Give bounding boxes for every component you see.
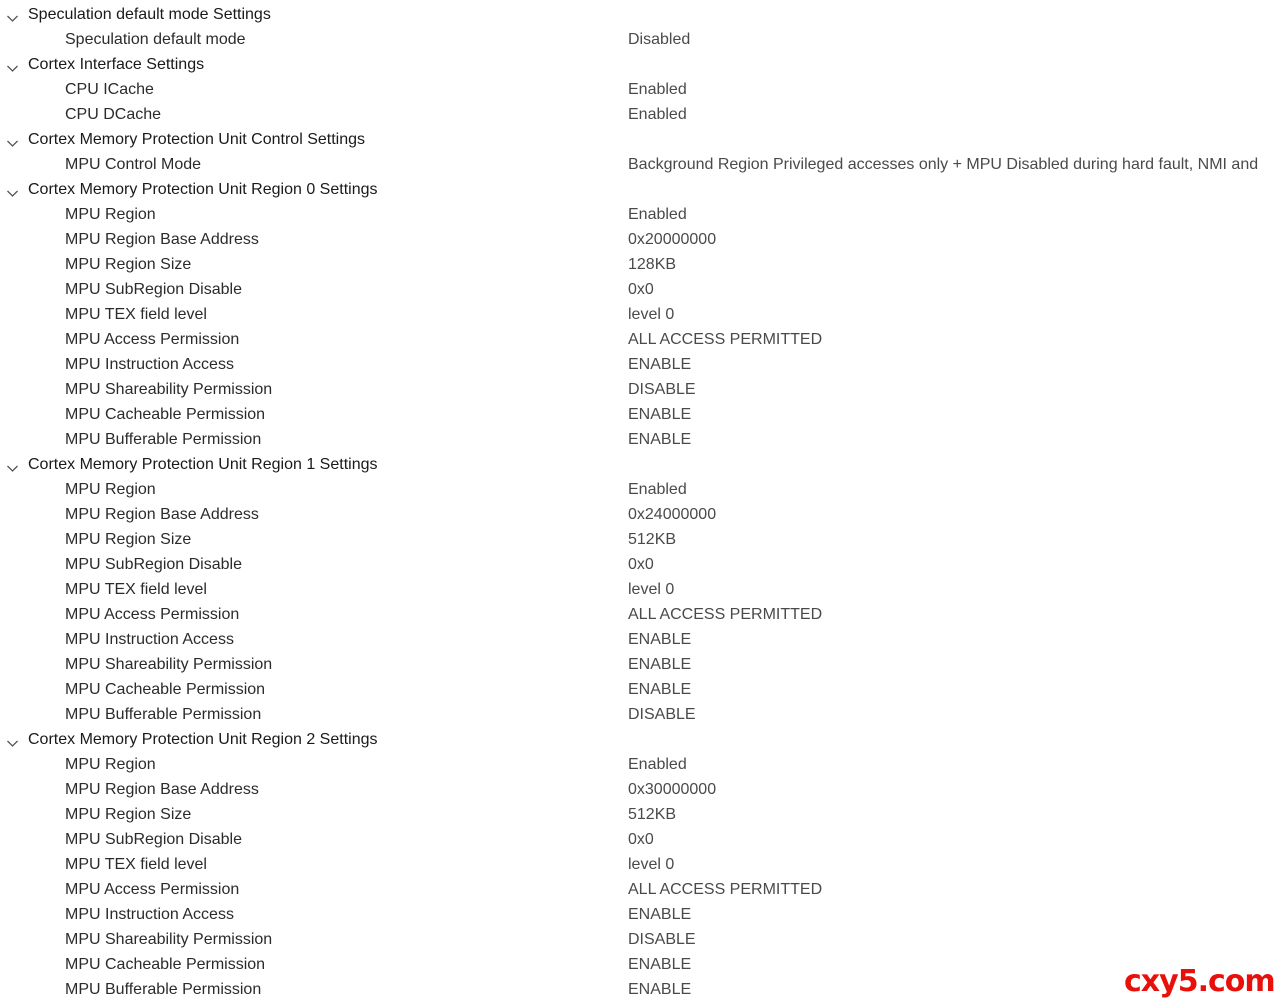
parameter-label: MPU TEX field level [65, 856, 207, 873]
parameter-value[interactable]: Enabled [628, 481, 687, 498]
parameter-value[interactable]: 128KB [628, 256, 677, 273]
parameter-row[interactable] [0, 377, 1244, 402]
parameter-value[interactable]: ENABLE [628, 906, 692, 923]
parameter-label: MPU Region Base Address [65, 231, 259, 248]
settings-group-title: Cortex Memory Protection Unit Region 1 Settings [28, 456, 378, 473]
parameter-row[interactable] [0, 677, 1244, 702]
settings-group-title: Speculation default mode Settings [28, 6, 271, 23]
parameter-value[interactable]: level 0 [628, 581, 675, 598]
parameter-label: MPU Instruction Access [65, 906, 234, 923]
parameter-label: MPU Access Permission [65, 606, 240, 623]
parameter-row[interactable] [0, 927, 1244, 952]
parameter-row[interactable] [0, 877, 1244, 902]
parameter-value[interactable]: ENABLE [628, 356, 692, 373]
parameter-label: MPU Cacheable Permission [65, 406, 266, 423]
parameter-value[interactable]: 512KB [628, 806, 677, 823]
chevron-down-icon[interactable] [6, 8, 19, 21]
chevron-down-icon[interactable] [6, 133, 19, 146]
parameter-row[interactable] [0, 427, 1244, 452]
parameter-value[interactable]: ALL ACCESS PERMITTED [628, 881, 823, 898]
parameter-label: MPU Region Size [65, 806, 192, 823]
parameter-label: MPU Region Base Address [65, 781, 259, 798]
parameter-label: MPU Region Size [65, 531, 192, 548]
parameter-label: CPU ICache [65, 81, 154, 98]
parameter-value[interactable]: Disabled [628, 31, 691, 48]
parameter-value[interactable]: 0x20000000 [628, 231, 717, 248]
parameter-row[interactable] [0, 977, 1244, 1002]
parameter-value[interactable]: ENABLE [628, 656, 692, 673]
parameter-label: MPU Shareability Permission [65, 656, 273, 673]
settings-group-title: Cortex Memory Protection Unit Control Settings [28, 131, 366, 148]
parameter-row[interactable] [0, 777, 1244, 802]
parameter-value[interactable]: Enabled [628, 81, 687, 98]
parameter-row[interactable] [0, 302, 1244, 327]
parameter-value[interactable]: DISABLE [628, 381, 696, 398]
parameter-row[interactable] [0, 77, 1244, 102]
chevron-down-icon[interactable] [6, 458, 19, 471]
parameter-row[interactable] [0, 752, 1244, 777]
parameter-label: MPU Cacheable Permission [65, 956, 266, 973]
parameter-row[interactable] [0, 227, 1244, 252]
parameter-value[interactable]: Enabled [628, 106, 687, 123]
settings-group-title: Cortex Memory Protection Unit Region 0 Settings [28, 181, 378, 198]
parameter-value[interactable]: ENABLE [628, 681, 692, 698]
parameter-value[interactable]: Enabled [628, 206, 687, 223]
parameter-value[interactable]: 0x24000000 [628, 506, 717, 523]
parameter-label: MPU Instruction Access [65, 356, 234, 373]
chevron-down-icon[interactable] [6, 58, 19, 71]
parameter-row[interactable] [0, 402, 1244, 427]
parameter-value[interactable]: DISABLE [628, 706, 696, 723]
parameter-row[interactable] [0, 627, 1244, 652]
settings-group-header[interactable] [0, 727, 1244, 752]
parameter-row[interactable] [0, 802, 1244, 827]
parameter-label: MPU Access Permission [65, 881, 240, 898]
parameter-label: MPU Access Permission [65, 331, 240, 348]
settings-group-header[interactable] [0, 452, 1244, 477]
settings-group-title: Cortex Interface Settings [28, 56, 205, 73]
parameter-value[interactable]: level 0 [628, 856, 675, 873]
parameter-label: Speculation default mode [65, 31, 246, 48]
parameter-value[interactable]: ALL ACCESS PERMITTED [628, 331, 823, 348]
parameter-label: MPU SubRegion Disable [65, 831, 242, 848]
parameter-label: MPU Shareability Permission [65, 931, 273, 948]
parameter-row[interactable] [0, 827, 1244, 852]
settings-group-header[interactable] [0, 127, 1244, 152]
parameter-value[interactable]: ENABLE [628, 406, 692, 423]
parameter-row[interactable] [0, 27, 1244, 52]
parameter-row[interactable] [0, 852, 1244, 877]
parameter-value[interactable]: DISABLE [628, 931, 696, 948]
parameter-value[interactable]: 512KB [628, 531, 677, 548]
settings-tree [0, 2, 1259, 1002]
settings-group-header[interactable] [0, 52, 1244, 77]
settings-group-header[interactable] [0, 2, 1244, 27]
settings-group-title: Cortex Memory Protection Unit Region 2 Settings [28, 731, 378, 748]
parameter-label: CPU DCache [65, 106, 162, 123]
parameter-value[interactable]: level 0 [628, 306, 675, 323]
parameter-label: MPU Region Size [65, 256, 192, 273]
parameter-label: MPU Instruction Access [65, 631, 234, 648]
parameter-row[interactable] [0, 477, 1244, 502]
parameter-label: MPU Region [65, 206, 156, 223]
parameter-label: MPU Bufferable Permission [65, 431, 262, 448]
parameter-row[interactable] [0, 352, 1244, 377]
parameter-value[interactable]: ENABLE [628, 956, 692, 973]
parameter-row[interactable] [0, 952, 1244, 977]
parameter-label: MPU TEX field level [65, 306, 207, 323]
parameter-row[interactable] [0, 902, 1244, 927]
parameter-label: MPU Cacheable Permission [65, 681, 266, 698]
parameter-row[interactable] [0, 277, 1244, 302]
parameter-value[interactable]: ALL ACCESS PERMITTED [628, 606, 823, 623]
parameter-row[interactable] [0, 252, 1244, 277]
watermark-logo: cxy5.com [1124, 964, 1275, 999]
parameter-label: MPU TEX field level [65, 581, 207, 598]
parameter-value[interactable]: 0x0 [628, 831, 654, 848]
parameter-label: MPU Control Mode [65, 156, 202, 173]
parameter-row[interactable] [0, 527, 1244, 552]
parameter-value[interactable]: Enabled [628, 756, 687, 773]
parameter-label: MPU SubRegion Disable [65, 556, 242, 573]
parameter-value[interactable]: ENABLE [628, 981, 692, 998]
parameter-label: MPU Bufferable Permission [65, 981, 262, 998]
parameter-value[interactable]: 0x30000000 [628, 781, 717, 798]
parameter-row[interactable] [0, 502, 1244, 527]
parameter-label: MPU Region [65, 756, 156, 773]
parameter-label: MPU Bufferable Permission [65, 706, 262, 723]
parameter-value[interactable]: ENABLE [628, 631, 692, 648]
chevron-down-icon[interactable] [6, 183, 19, 196]
parameter-value[interactable]: 0x0 [628, 281, 654, 298]
parameter-row[interactable] [0, 202, 1244, 227]
parameter-row[interactable] [0, 577, 1244, 602]
parameter-row[interactable] [0, 702, 1244, 727]
parameter-row[interactable] [0, 552, 1244, 577]
parameter-label: MPU SubRegion Disable [65, 281, 242, 298]
parameter-label: MPU Region Base Address [65, 506, 259, 523]
parameter-row[interactable] [0, 327, 1244, 352]
parameter-label: MPU Region [65, 481, 156, 498]
chevron-down-icon[interactable] [6, 733, 19, 746]
parameter-row[interactable] [0, 652, 1244, 677]
parameter-label: MPU Shareability Permission [65, 381, 273, 398]
parameter-row[interactable] [0, 152, 1259, 177]
settings-group-header[interactable] [0, 177, 1244, 202]
parameter-value[interactable]: Background Region Privileged accesses only + MPU Disabled during hard fault, NMI and [628, 156, 1259, 173]
parameter-value[interactable]: ENABLE [628, 431, 692, 448]
parameter-value[interactable]: 0x0 [628, 556, 654, 573]
parameter-row[interactable] [0, 602, 1244, 627]
parameter-row[interactable] [0, 102, 1244, 127]
